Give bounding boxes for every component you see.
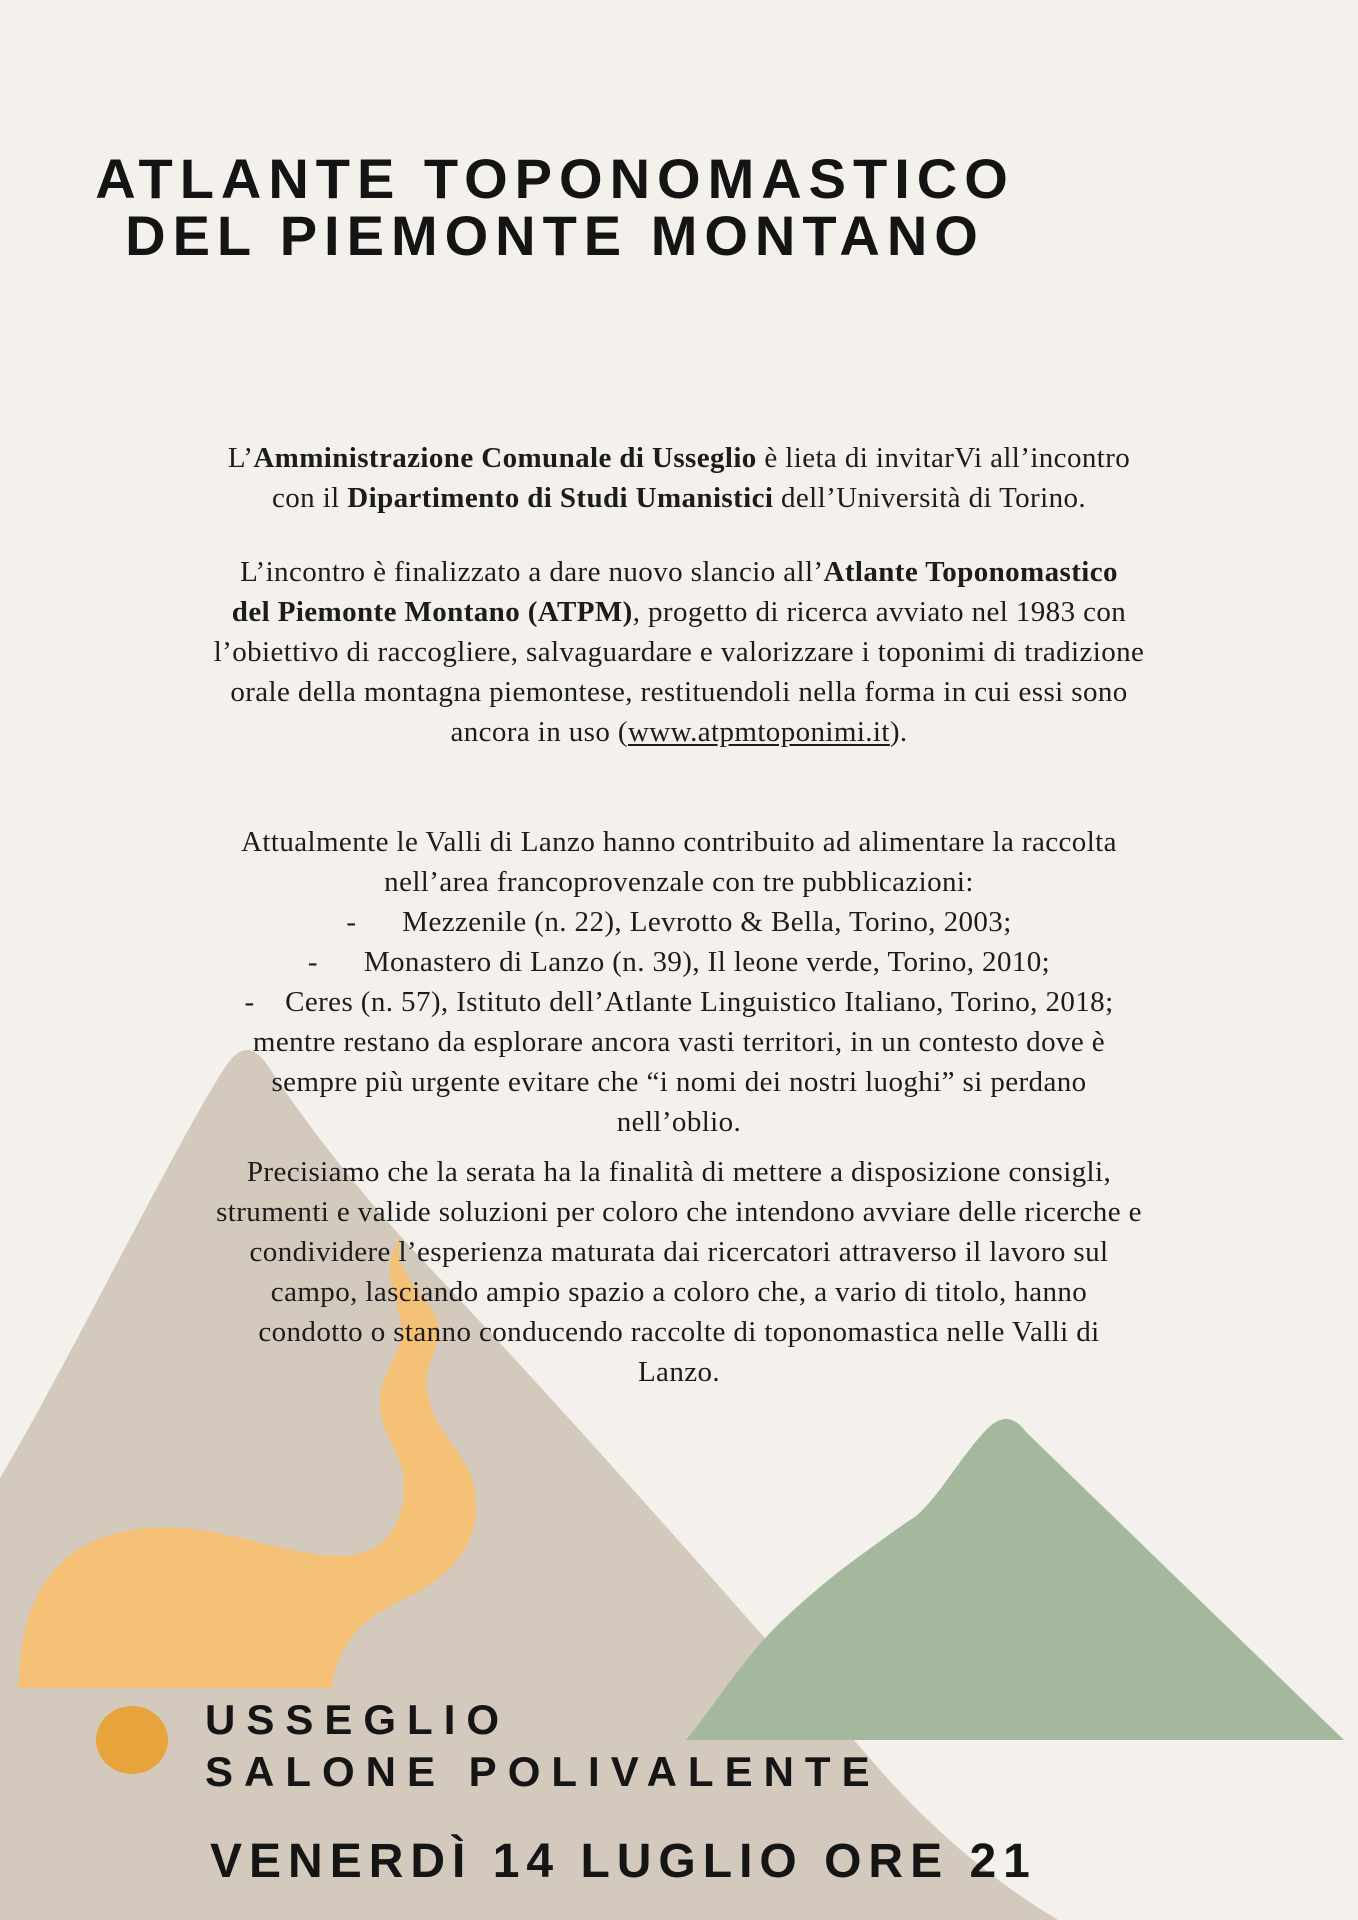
venue-hall: SALONE POLIVALENTE	[205, 1748, 881, 1795]
poster-title-line2: DEL PIEMONTE MONTANO	[125, 203, 985, 267]
text-line	[55, 1102, 1303, 1142]
venue-block	[205, 1694, 881, 1798]
text-line	[55, 1022, 1303, 1062]
text-segment: Amministrazione Comunale di Usseglio	[253, 442, 757, 474]
text-segment: ).	[889, 716, 908, 748]
text-segment: campo, lasciando ampio spazio a coloro che, a vario di titolo, hanno	[270, 1276, 1088, 1308]
text-segment: L’incontro è finalizzato a dare nuovo slancio all’	[240, 556, 824, 588]
text-line	[55, 478, 1303, 518]
text-line	[55, 822, 1303, 862]
text-line	[55, 672, 1303, 712]
text-line	[55, 1192, 1303, 1232]
text-line	[55, 1232, 1303, 1272]
text-segment: Precisiamo che la serata ha la finalità di mettere a disposizione consigli,	[246, 1156, 1112, 1188]
text-segment: ancora in uso (	[450, 716, 628, 748]
poster-title-line1: ATLANTE TOPONOMASTICO	[95, 146, 1015, 210]
text-line	[55, 1272, 1303, 1312]
text-segment: , progetto di ricerca avviato nel 1983 con	[632, 596, 1127, 628]
text-segment: L’	[227, 442, 254, 474]
text-segment: è lieta di invitarVi all’incontro	[756, 442, 1131, 474]
event-datetime: VENERDÌ 14 LUGLIO ORE 21	[210, 1835, 1037, 1888]
text-segment: condividere l’esperienza maturata dai ricercatori attraverso il lavoro sul	[249, 1236, 1109, 1268]
text-segment: dell’Università di Torino.	[773, 482, 1087, 514]
text-segment: nell’oblio.	[616, 1106, 742, 1138]
text-line	[55, 712, 1303, 752]
text-line	[55, 438, 1303, 478]
text-segment: - Ceres (n. 57), Istituto dell’Atlante Linguistico Italiano, Torino, 2018;	[244, 986, 1114, 1018]
text-line	[55, 1152, 1303, 1192]
text-line	[55, 592, 1303, 632]
text-segment: Lanzo.	[637, 1356, 721, 1388]
url-link[interactable]: www.atpmtoponimi.it	[627, 716, 890, 748]
text-line	[55, 862, 1303, 902]
text-segment: - Monastero di Lanzo (n. 39), Il leone verde, Torino, 2010;	[307, 946, 1051, 978]
text-segment: nell’area francoprovenzale con tre pubblicazioni:	[384, 866, 974, 898]
publications-paragraph	[55, 822, 1303, 1142]
project-paragraph	[55, 552, 1303, 752]
sun-dot-icon	[96, 1706, 168, 1774]
text-line	[55, 1312, 1303, 1352]
text-segment: sempre più urgente evitare che “i nomi dei nostri luoghi” si perdano	[271, 1066, 1087, 1098]
text-line	[55, 982, 1303, 1022]
text-segment: del Piemonte Montano (ATPM)	[231, 596, 633, 628]
text-segment: condotto o stanno conducendo raccolte di toponomastica nelle Valli di	[258, 1316, 1100, 1348]
venue-town: USSEGLIO	[205, 1696, 511, 1743]
text-segment: Dipartimento di Studi Umanistici	[347, 482, 774, 514]
text-segment: mentre restano da esplorare ancora vasti territori, in un contesto dove è	[252, 1026, 1106, 1058]
text-line	[55, 632, 1303, 672]
text-line	[55, 902, 1303, 942]
text-segment: orale della montagna piemontese, restituendoli nella forma in cui essi sono	[230, 676, 1128, 708]
text-line	[55, 1062, 1303, 1102]
text-segment: con il	[271, 482, 348, 514]
purpose-paragraph	[55, 1152, 1303, 1392]
poster-title	[0, 146, 1110, 267]
text-segment: l’obiettivo di raccogliere, salvaguardare e valorizzare i toponimi di tradizione	[213, 636, 1145, 668]
text-segment: strumenti e valide soluzioni per coloro che intendono avviare delle ricerche e	[216, 1196, 1142, 1228]
text-segment: Attualmente le Valli di Lanzo hanno contribuito ad alimentare la raccolta	[241, 826, 1117, 858]
text-line	[55, 1352, 1303, 1392]
text-segment: - Mezzenile (n. 22), Levrotto & Bella, Torino, 2003;	[346, 906, 1012, 938]
text-segment: Atlante Toponomastico	[823, 556, 1118, 588]
green-mountain-icon	[686, 1419, 1344, 1740]
text-line	[55, 552, 1303, 592]
text-line	[55, 942, 1303, 982]
intro-paragraph	[55, 438, 1303, 518]
